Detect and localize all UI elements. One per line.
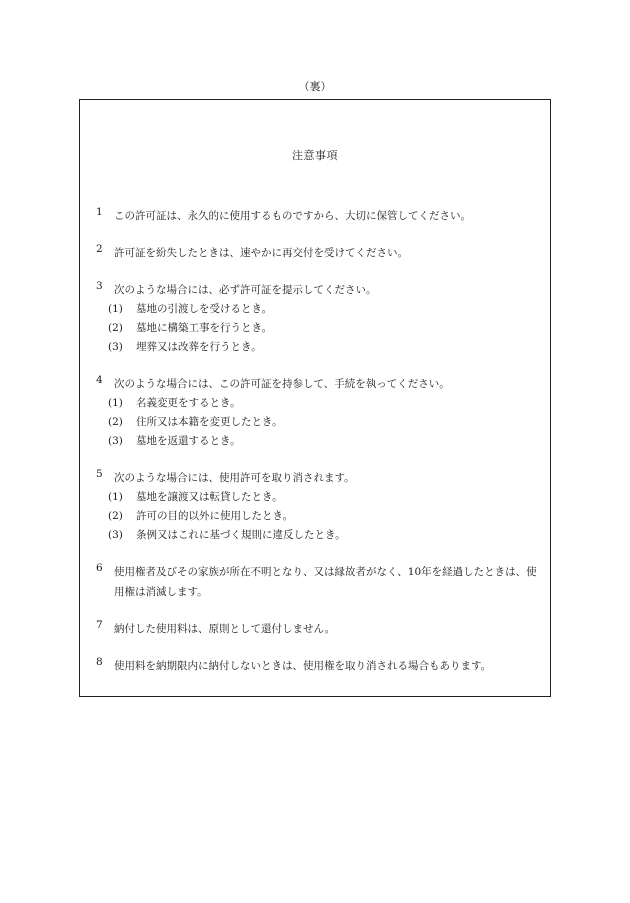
- notice-list: [96, 206, 538, 696]
- notice-frame: [79, 99, 551, 697]
- sub-item-number: (1): [108, 303, 123, 315]
- notice-item-6: [96, 562, 538, 602]
- sub-item-number: (2): [108, 322, 123, 334]
- sub-item: [108, 488, 538, 507]
- notice-item-4: [96, 374, 538, 451]
- page-side-label: （裏）: [298, 80, 332, 93]
- sub-item-text: 許可の目的以外に使用したとき。: [136, 510, 294, 522]
- item-number: 4: [96, 374, 103, 386]
- notice-item-7: [96, 619, 538, 639]
- sub-item-number: (2): [108, 416, 123, 428]
- sub-item-number: (3): [108, 341, 123, 353]
- item-number: 6: [96, 562, 103, 574]
- item-number: 7: [96, 619, 103, 631]
- sub-item: [108, 413, 538, 432]
- sub-item: [108, 394, 538, 413]
- notice-title: 注意事項: [292, 149, 338, 162]
- sub-item-text: 名義変更をするとき。: [136, 397, 241, 409]
- item-text: 使用権者及びその家族が所在不明となり、又は縁故者がなく、10年を経過したときは、使用権は消滅します。: [114, 566, 537, 598]
- sub-item-text: 墓地を譲渡又は転貸したとき。: [136, 491, 283, 503]
- notice-item-2: [96, 243, 538, 263]
- notice-item-1: [96, 206, 538, 226]
- item-number: 2: [96, 243, 103, 255]
- sub-list: [108, 300, 538, 357]
- sub-item-number: (3): [108, 435, 123, 447]
- item-number: 1: [96, 206, 103, 218]
- notice-item-3: [96, 280, 538, 357]
- item-text: 次のような場合には、この許可証を持参して、手続を執ってください。: [114, 378, 450, 390]
- item-text: 許可証を紛失したときは、速やかに再交付を受けてください。: [114, 247, 408, 259]
- sub-list: [108, 488, 538, 545]
- item-text: 使用料を納期限内に納付しないときは、使用権を取り消される場合もあります。: [114, 660, 492, 672]
- sub-item-number: (2): [108, 510, 123, 522]
- sub-item: [108, 338, 538, 357]
- notice-item-8: [96, 656, 538, 676]
- sub-item-number: (3): [108, 529, 123, 541]
- sub-item-text: 墓地の引渡しを受けるとき。: [136, 303, 273, 315]
- sub-item: [108, 507, 538, 526]
- sub-item: [108, 432, 538, 451]
- notice-item-5: [96, 468, 538, 545]
- sub-item: [108, 319, 538, 338]
- sub-item-number: (1): [108, 491, 123, 503]
- sub-list: [108, 394, 538, 451]
- item-number: 5: [96, 468, 103, 480]
- sub-item-number: (1): [108, 397, 123, 409]
- sub-item-text: 条例又はこれに基づく規則に違反したとき。: [136, 529, 346, 541]
- sub-item-text: 住所又は本籍を変更したとき。: [136, 416, 283, 428]
- item-text: この許可証は、永久的に使用するものですから、大切に保管してください。: [114, 210, 471, 222]
- sub-item: [108, 300, 538, 319]
- sub-item-text: 埋葬又は改葬を行うとき。: [136, 341, 262, 353]
- item-text: 納付した使用料は、原則として還付しません。: [114, 623, 336, 635]
- item-text: 次のような場合には、必ず許可証を提示してください。: [114, 284, 377, 296]
- item-number: 3: [96, 280, 103, 292]
- item-text: 次のような場合には、使用許可を取り消されます。: [114, 472, 355, 484]
- sub-item-text: 墓地に構築工事を行うとき。: [136, 322, 273, 334]
- sub-item: [108, 526, 538, 545]
- sub-item-text: 墓地を返還するとき。: [136, 435, 241, 447]
- item-number: 8: [96, 656, 103, 668]
